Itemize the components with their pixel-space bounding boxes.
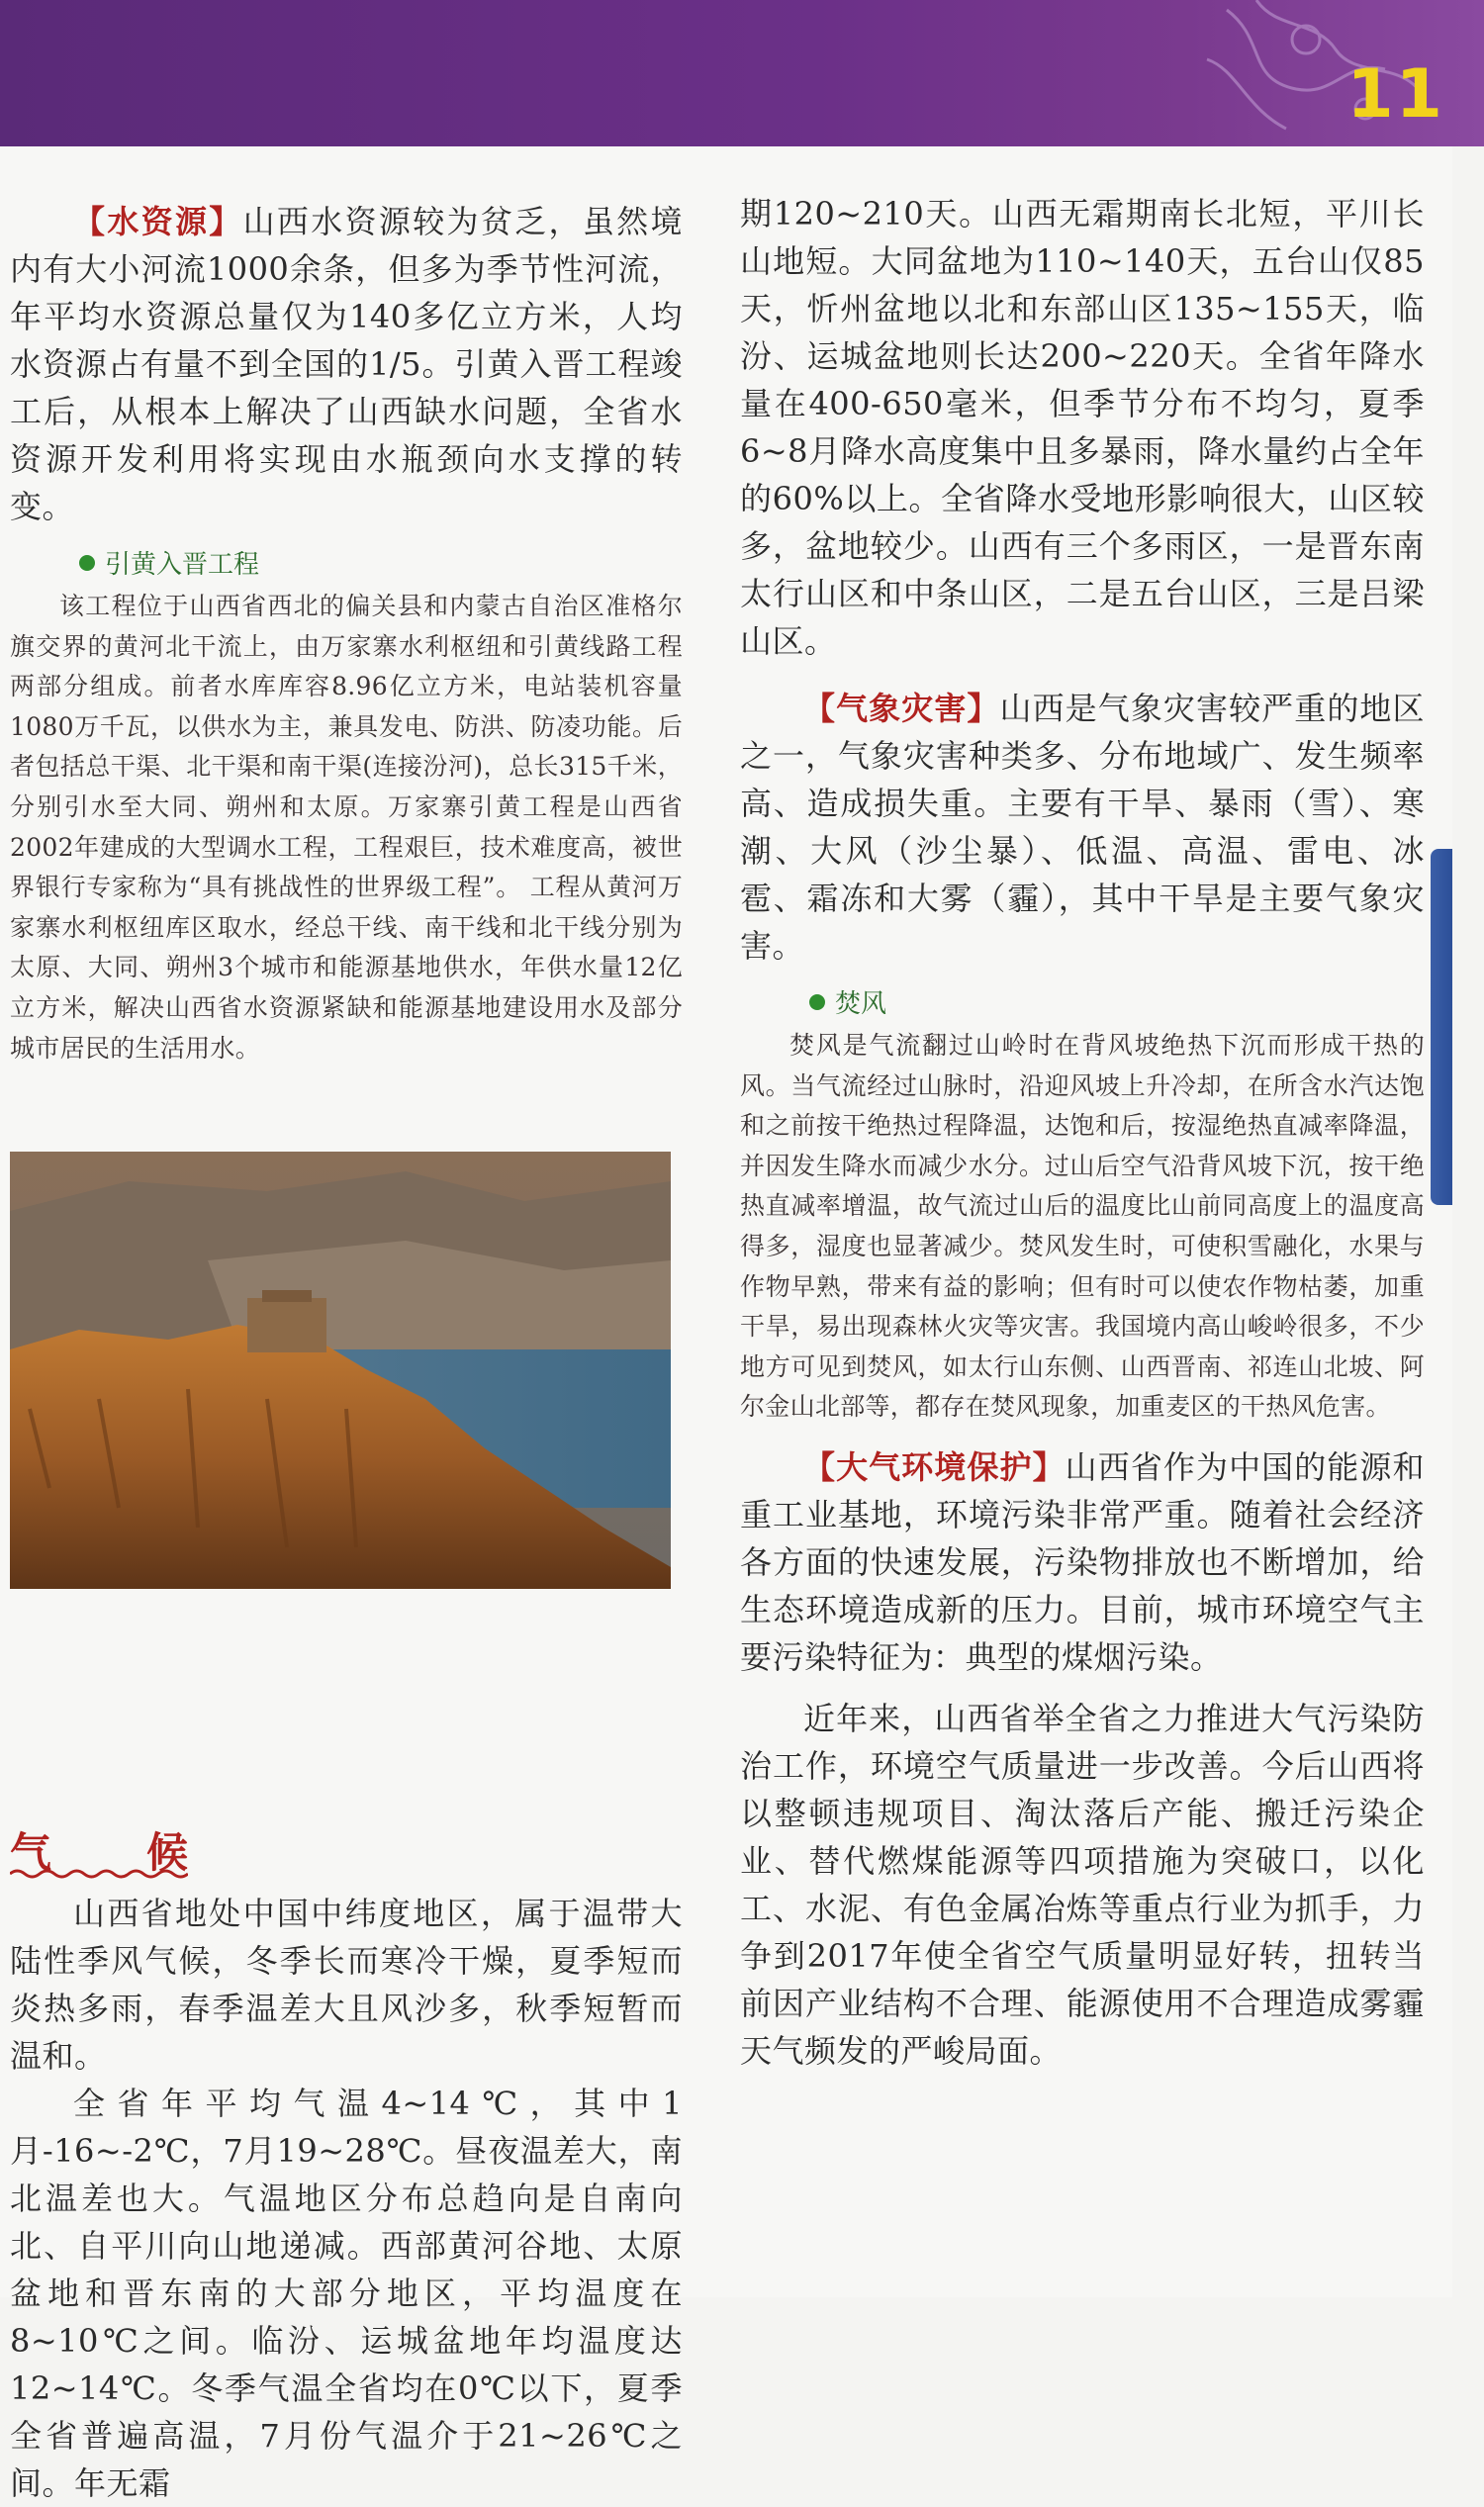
air-pollution-control-paragraph: 近年来，山西省举全省之力推进大气污染防治工作，环境空气质量进一步改善。今后山西将以整顿违规项目、淘汰落后产能、搬迁污染企业、替代燃煤能源等四项措施为突破口，以化工、水泥、有色金属冶炼等重点行业为抓手，力争到2017年使全省空气质量明显好转，扭转当前因产业结构不合理、能源使用不合理造成雾霾天气频发的严峻局面。 (740, 1699, 1425, 2070)
subheading-text: 引黄入晋工程 (105, 550, 260, 580)
section-title-char-1: 气 (10, 1828, 52, 1877)
subheading-foehn (809, 983, 1425, 1020)
section-title-char-2: 候 (145, 1828, 188, 1877)
subheading-yellow-river-project (79, 544, 683, 581)
weather-disaster-tag: 【气象灾害】 (803, 690, 1000, 727)
water-resources-paragraph (10, 198, 683, 530)
cliff-river-photo (10, 1152, 671, 1589)
yellow-river-project-text: 该工程位于山西省西北的偏关县和内蒙古自治区准格尔旗交界的黄河北干流上，由万家寨水利枢纽和引黄线路工程两部分组成。前者水库库容8.96亿立方米，电站装机容量1080万千瓦，以供水为主，兼具发电、防洪、防凌功能。后者包括总干渠、北干渠和南干渠(连接汾河)，总长315千米，分别引水至大同、朔州和太原。万家寨引黄工程是山西省2002年建成的大型调水工程，工程艰巨，技术难度高，被世界银行专家称为“具有挑战性的世界级工程”。 工程从黄河万家寨水利枢纽库区取水，经总干线、南干线和北干线分别为太原、大同、朔州3个城市和能源基地供水，年供水量12亿立方米，解决山西省水资源紧缺和能源基地建设用水及部分城市居民的生活用水。 (10, 592, 683, 1063)
air-protection-text: 山西省作为中国的能源和重工业基地，环境污染非常严重。随着社会经济各方面的快速发展，污染物排放也不断增加，给生态环境造成新的压力。目前，城市环境空气主要污染特征为：典型的煤烟污染。 (740, 1447, 1425, 1676)
right-column (740, 146, 1425, 2075)
subheading-text: 焚风 (835, 989, 887, 1019)
water-resources-text: 山西水资源较为贫乏，虽然境内有大小河流1000余条，但多为季节性河流，年平均水资源总量仅为140多亿立方米，人均水资源占有量不到全国的1/5。引黄入晋工程竣工后，从根本上解决了山西缺水问题，全省水资源开发利用将实现由水瓶颈向水支撑的转变。 (10, 203, 683, 525)
foehn-text: 焚风是气流翻过山岭时在背风坡绝热下沉而形成干热的风。当气流经过山脉时，沿迎风坡上升冷却，在所含水汽达饱和之前按干绝热过程降温，达饱和后，按湿绝热直减率降温，并因发生降水而减少水分。过山后空气沿背风坡下沉，按干绝热直减率增温，故气流过山后的温度比山前同高度上的温度高得多，湿度也显著减少。焚风发生时，可使积雪融化，水果与作物早熟，带来有益的影响；但有时可以使农作物枯萎，加重干旱，易出现森林火灾等灾害。我国境内高山峻岭很多，不少地方可见到焚风，如太行山东侧、山西晋南、祁连山北坡、阿尔金山北部等，都存在焚风现象，加重麦区的干热风危害。 (740, 1031, 1425, 1422)
air-protection-paragraph (740, 1443, 1425, 1681)
frost-free-paragraph: 期120~210天。山西无霜期南长北短，平川长山地短。大同盆地为110~140天，五台山仅85天，忻州盆地以北和东部山区135~155天，临汾、运城盆地则长达200~220天。全省年降水量在400-650毫米，但季节分布不均匀，夏季6~8月降水高度集中且多暴雨，降水量约占全年的60%以上。全省降水受地形影响很大，山区较多，盆地较少。山西有三个多雨区，一是晋东南太行山区和中条山区，二是五台山区，三是吕梁山区。 (740, 195, 1425, 660)
left-column (10, 146, 683, 1068)
climate-paragraph-2: 全省年平均气温4~14℃，其中1月-16~-2℃，7月19~28℃。昼夜温差大，南北温差也大。气温地区分布总趋向是自南向北、自平川向山地递减。西部黄河谷地、太原盆地和晋东南的大部分地区，平均温度在8~10℃之间。临汾、运城盆地年均温度达12~14℃。冬季气温全省均在0℃以下，夏季全省普遍高温，7月份气温介于21~26℃之间。年无霜 (10, 2085, 683, 2502)
weather-disaster-paragraph (740, 685, 1425, 970)
page-number: 11 (1346, 55, 1444, 134)
page-header (0, 0, 1484, 146)
climate-paragraph-1: 山西省地处中国中纬度地区，属于温带大陆性季风气候，冬季长而寒冷干燥，夏季短而炎热多雨，春季温差大且风沙多，秋季短暂而温和。 (10, 1895, 683, 2075)
climate-column (10, 1890, 683, 2507)
weather-disaster-text: 山西是气象灾害较严重的地区之一，气象灾害种类多、分布地域广、发生频率高、造成损失重。主要有干旱、暴雨（雪）、寒潮、大风（沙尘暴）、低温、高温、雷电、冰雹、霜冻和大雾（霾），其中干旱是主要气象灾害。 (740, 690, 1425, 965)
title-underline-wave (10, 1868, 188, 1880)
bullet-dot-icon (79, 555, 95, 571)
chapter-side-tab (1431, 849, 1452, 1205)
page-body (0, 146, 1452, 2502)
water-resources-tag: 【水资源】 (73, 203, 243, 240)
bullet-dot-icon (809, 994, 825, 1010)
air-protection-tag: 【大气环境保护】 (803, 1447, 1066, 1486)
